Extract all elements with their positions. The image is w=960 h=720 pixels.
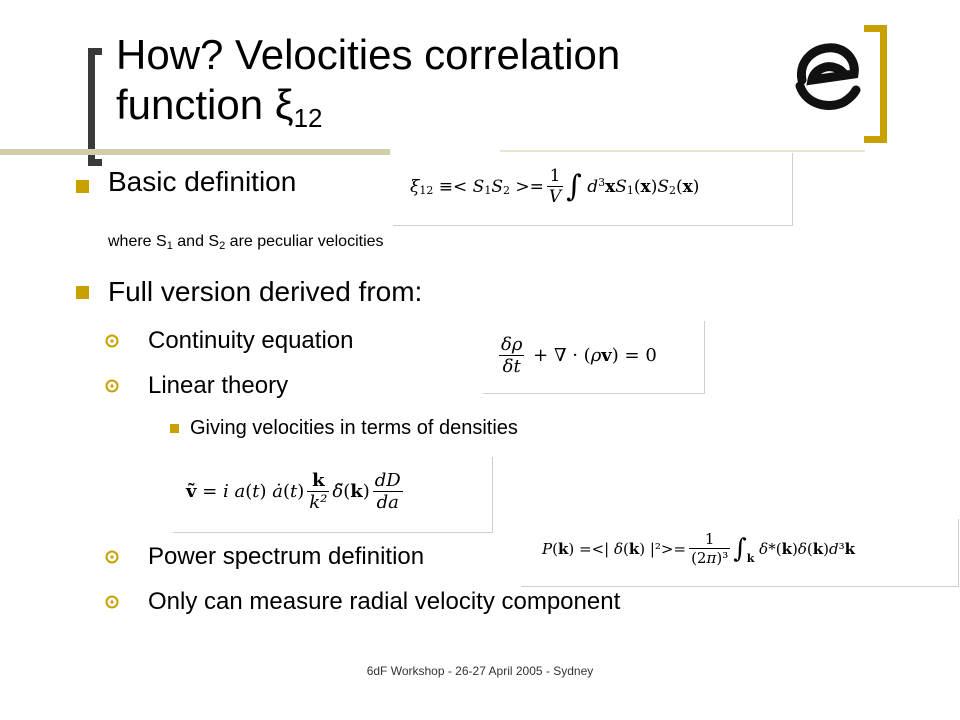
- title-underline-rule: [0, 149, 390, 155]
- equation-linear-content: ṽ = i a ( t ) ȧ ( t ) $\frac{k}{\text{k²}}$ δ̃ ( k ) $\frac{dD}{da}$: [186, 470, 401, 513]
- small-square-bullet-icon: [170, 424, 179, 433]
- equation-power-spectrum: [520, 518, 958, 586]
- bullet-square-icon: [76, 180, 89, 193]
- bullet-basic-definition: Basic definition: [108, 166, 297, 197]
- equation-continuity: [482, 320, 704, 393]
- bullet-full-version: Full version derived from:: [108, 276, 423, 307]
- note-text-and: and S: [172, 233, 220, 250]
- slide-title: [116, 30, 736, 133]
- slide-footer: 6dF Workshop - 26-27 April 2005 - Sydney: [366, 664, 594, 678]
- sub-bullet-linear-theory: Linear theory: [148, 372, 289, 399]
- note-subscript-2: 2: [219, 240, 226, 252]
- slide-title-subscript: 12: [293, 103, 323, 133]
- hollow-ring-bullet-icon: [104, 594, 120, 610]
- note-subscript-1: 1: [166, 240, 173, 252]
- equation-linear-velocity: [172, 456, 492, 532]
- sub-sub-bullet-giving-velocities: Giving velocities in terms of densities: [190, 417, 518, 439]
- hollow-ring-bullet-icon: [104, 333, 120, 349]
- equation-basic-content: ξ 12 ≡< S 1 S 2 >= $\frac{1}{V}$ ∫ d 3 x S 1 ( x ) S 2 ( x ): [410, 166, 700, 207]
- note-text-suffix: are peculiar velocities: [225, 233, 384, 250]
- hollow-ring-bullet-icon: [104, 378, 120, 394]
- equation-basic-definition: [392, 152, 792, 225]
- equation-continuity-content: $\frac{\delta\rho}{\delta t}$ + ∇ · ( ρ v ) = 0: [501, 334, 657, 377]
- sub-bullet-radial-velocity: Only can measure radial velocity component: [148, 588, 621, 615]
- sub-bullet-continuity: Continuity equation: [148, 327, 354, 354]
- equation-power-content: P ( k ) =<| δ ( k ) |²>= $\frac{1}{\text{(2π)³}}$ ∫ k δ *( k ) δ ( k ) d ³ k: [542, 530, 856, 567]
- bullet-square-icon: [76, 286, 89, 299]
- 6df-logo-icon: [792, 40, 862, 112]
- sub-bullet-power-spectrum: Power spectrum definition: [148, 543, 425, 570]
- right-bracket-decoration: [864, 25, 887, 143]
- definition-note: [108, 232, 384, 252]
- slide-title-text: How? Velocities correlation function ξ: [116, 31, 621, 128]
- note-text-prefix: where S: [108, 233, 167, 250]
- hollow-ring-bullet-icon: [104, 549, 120, 565]
